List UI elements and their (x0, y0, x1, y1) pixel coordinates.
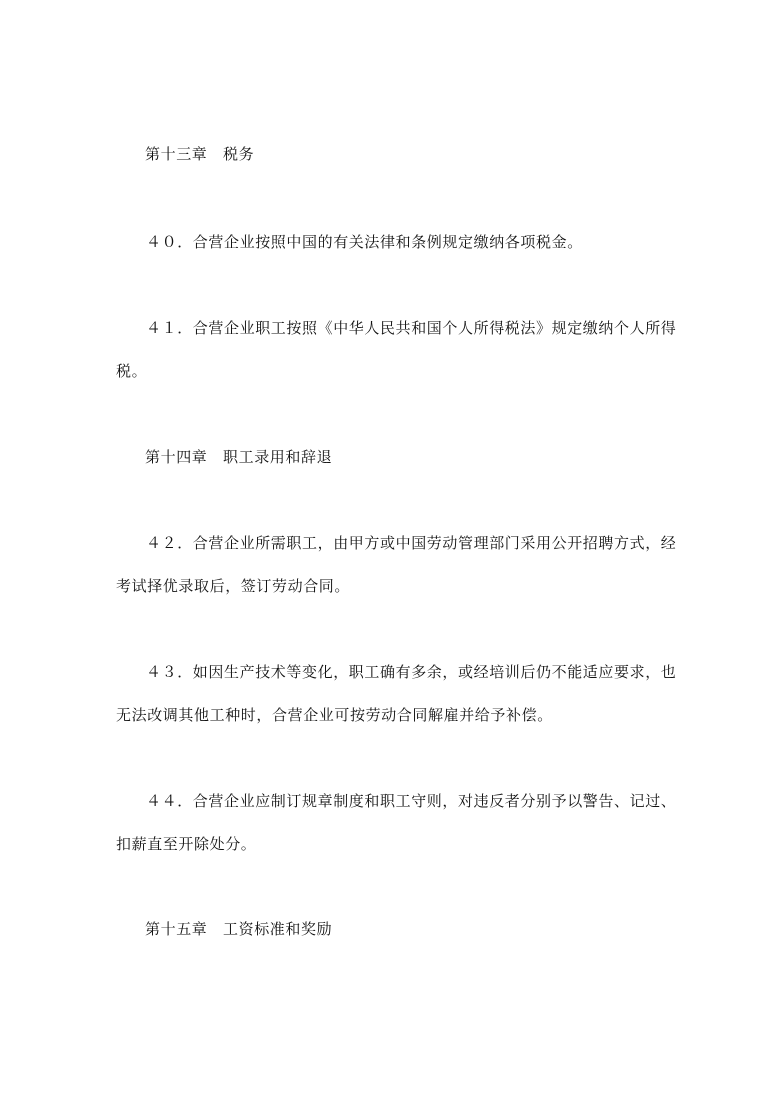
chapter-13-heading: 第十三章 税务 (145, 145, 255, 163)
article-40-line-1: ４０．合营企业按照中国的有关法律和条例规定缴纳各项税金。 (146, 233, 583, 251)
chapter-15-heading: 第十五章 工资标准和奖励 (145, 920, 333, 938)
article-43-line-2: 无法改调其他工种时，合营企业可按劳动合同解雇并给予补偿。 (116, 706, 553, 724)
article-44-line-1: ４４．合营企业应制订规章制度和职工守则，对违反者分别予以警告、记过、 (146, 792, 677, 810)
article-41-line-1: ４１．合营企业职工按照《中华人民共和国个人所得税法》规定缴纳个人所得 (146, 319, 677, 337)
chapter-14-heading: 第十四章 职工录用和辞退 (145, 448, 333, 466)
article-42-line-2: 考试择优录取后，签订劳动合同。 (116, 577, 351, 595)
article-43-line-1: ４３．如因生产技术等变化，职工确有多余，或经培训后仍不能适应要求，也 (146, 663, 677, 681)
article-42-line-1: ４２．合营企业所需职工，由甲方或中国劳动管理部门采用公开招聘方式，经 (146, 534, 677, 552)
article-44-line-2: 扣薪直至开除处分。 (116, 835, 257, 853)
article-41-line-2: 税。 (116, 362, 148, 380)
